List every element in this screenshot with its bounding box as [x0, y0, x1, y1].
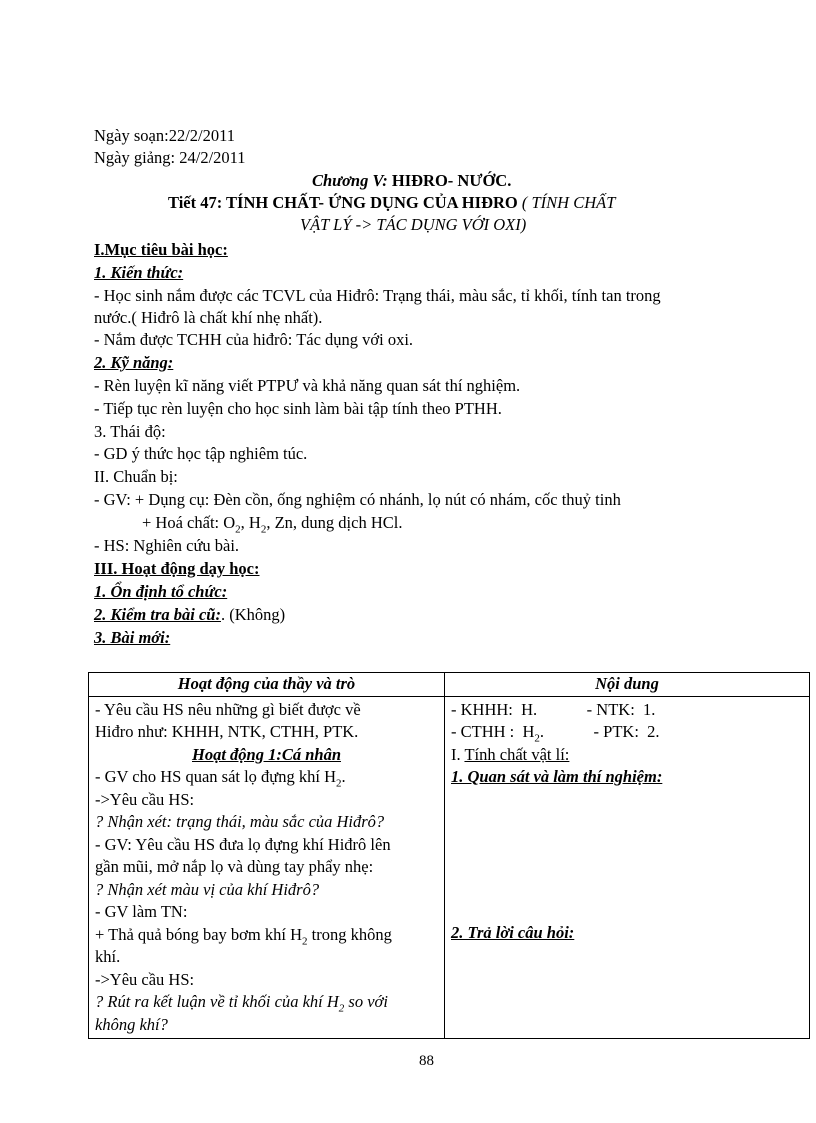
r3-prefix: I. — [451, 744, 465, 764]
l13-sub: 2 — [338, 1002, 345, 1015]
left-line-5: ? Nhận xét: trạng thái, màu sắc của Hiđrô? — [95, 812, 385, 831]
knowledge-line-1b: nước.( Hiđrô là chất khí nhẹ nhất). — [94, 308, 323, 327]
chapter-name: HIĐRO- NƯỚC. — [387, 171, 512, 190]
left-line-10 — [95, 924, 438, 947]
lesson-table — [88, 672, 810, 1039]
l13-prefix: ? Rút ra kết luận về tỉ khối của khí H — [95, 992, 339, 1011]
left-line-12: ->Yêu cầu HS: — [95, 969, 195, 989]
skills-heading: 2. Kỹ năng: — [94, 353, 174, 372]
prep-date: Ngày soạn:22/2/2011 — [94, 126, 235, 145]
left-line-13 — [95, 991, 438, 1014]
preparation-heading: II. Chuẩn bị: — [94, 467, 178, 486]
left-line-6: - GV: Yêu cầu HS đưa lọ đựng khí Hiđrô lên — [95, 834, 391, 854]
skills-line-2: - Tiếp tục rèn luyện cho học sinh làm bài tập tính theo PTHH. — [94, 399, 502, 418]
attitude-heading: 3. Thái độ: — [94, 422, 166, 441]
knowledge-line-2: - Nắm được TCHH của hiđrô: Tác dụng với oxi. — [94, 330, 414, 349]
spacer — [451, 789, 803, 922]
col-header-activities: Hoạt động của thầy và trò — [89, 673, 445, 697]
knowledge-heading: 1. Kiến thức: — [94, 263, 184, 282]
left-line-2: Hiđro như: KHHH, NTK, CTHH, PTK. — [95, 722, 359, 741]
right-line-3 — [451, 744, 803, 767]
chem-prefix: + Hoá chất: O — [142, 513, 236, 532]
r2-sub: 2 — [534, 732, 540, 745]
chem-suffix: , Zn, dung dịch HCl. — [266, 513, 403, 532]
r3-title: Tính chất vật lí: — [464, 744, 570, 764]
left-line-1: - Yêu cầu HS nêu những gì biết được về — [95, 699, 361, 719]
left-line-14: không khí? — [95, 1014, 168, 1034]
l10-prefix: + Thả quả bóng bay bơm khí H — [95, 924, 302, 944]
r2-suffix: . - PTK: 2. — [539, 722, 660, 741]
chapter-prefix: Chương V: — [312, 171, 388, 190]
left-line-11: khí. — [95, 947, 121, 966]
l3-sub: 2 — [336, 777, 342, 790]
left-line-8: ? Nhận xét màu vị của khí Hiđrô? — [95, 879, 320, 899]
chem-sub-2: 2 — [260, 523, 267, 536]
left-line-7: gần mũi, mở nắp lọ và dùng tay phẩy nhẹ: — [95, 857, 374, 876]
left-line-3 — [95, 766, 438, 789]
lesson-subtitle-2: VẬT LÝ -> TÁC DỤNG VỚI OXI) — [300, 215, 527, 234]
table-header-row — [89, 673, 810, 697]
chapter-title — [312, 171, 511, 191]
right-line-4: 1. Quan sát và làm thí nghiệm: — [451, 767, 663, 786]
col-header-content: Nội dung — [445, 673, 810, 697]
right-line-5: 2. Trả lời câu hỏi: — [451, 922, 575, 942]
objectives-heading: I.Mục tiêu bài học: — [94, 240, 228, 259]
new-lesson-heading: 3. Bài mới: — [94, 628, 171, 647]
check-label: 2. Kiểm tra bài cũ: — [94, 605, 221, 624]
left-line-9: - GV làm TN: — [95, 902, 188, 921]
page-number: 88 — [419, 1053, 434, 1069]
preparation-gv-tools: - GV: + Dụng cụ: Đèn cồn, ống nghiệm có nhánh, lọ nút có nhám, cốc thuỷ tinh — [94, 490, 621, 509]
stabilize-heading: 1. Ổn định tổ chức: — [94, 582, 228, 601]
activity-1-heading: Hoạt động 1:Cá nhân — [192, 744, 341, 764]
chem-sub-1: 2 — [235, 523, 241, 536]
old-lesson-check — [94, 604, 285, 626]
preparation-gv-chemicals — [142, 512, 402, 534]
knowledge-line-1: - Học sinh nắm được các TCVL của Hiđrô: Trạng thái, màu sắc, tỉ khối, tính tan trong — [94, 286, 661, 305]
l3-suffix: . — [341, 767, 346, 786]
r2-prefix: - CTHH : H — [451, 722, 535, 741]
l10-suffix: trong không — [307, 924, 392, 944]
check-value: . (Không) — [220, 605, 286, 624]
lesson-title — [168, 193, 615, 213]
right-line-1: - KHHH: H. - NTK: 1. — [451, 699, 656, 719]
chem-mid: , H — [240, 513, 261, 532]
table-row — [89, 696, 810, 1039]
l10-sub: 2 — [302, 934, 308, 947]
right-line-2 — [451, 721, 803, 744]
l3-prefix: - GV cho HS quan sát lọ đựng khí H — [95, 767, 336, 786]
lesson-subtitle-1: ( TÍNH CHẤT — [521, 193, 616, 212]
attitude-line-1: - GD ý thức học tập nghiêm túc. — [94, 444, 308, 463]
content-cell — [445, 696, 810, 1039]
teach-date: Ngày giảng: 24/2/2011 — [94, 148, 246, 167]
left-line-4: ->Yêu cầu HS: — [95, 789, 195, 809]
lesson-number-title: Tiết 47: TÍNH CHẤT- ỨNG DỤNG CỦA HIĐRO — [168, 193, 522, 212]
activities-cell — [89, 696, 445, 1039]
skills-line-1: - Rèn luyện kĩ năng viết PTPƯ và khả năng quan sát thí nghiệm. — [94, 376, 521, 395]
l13-suffix: so với — [344, 992, 388, 1011]
preparation-hs: - HS: Nghiên cứu bài. — [94, 536, 240, 555]
activities-heading: III. Hoạt động dạy học: — [94, 559, 260, 578]
